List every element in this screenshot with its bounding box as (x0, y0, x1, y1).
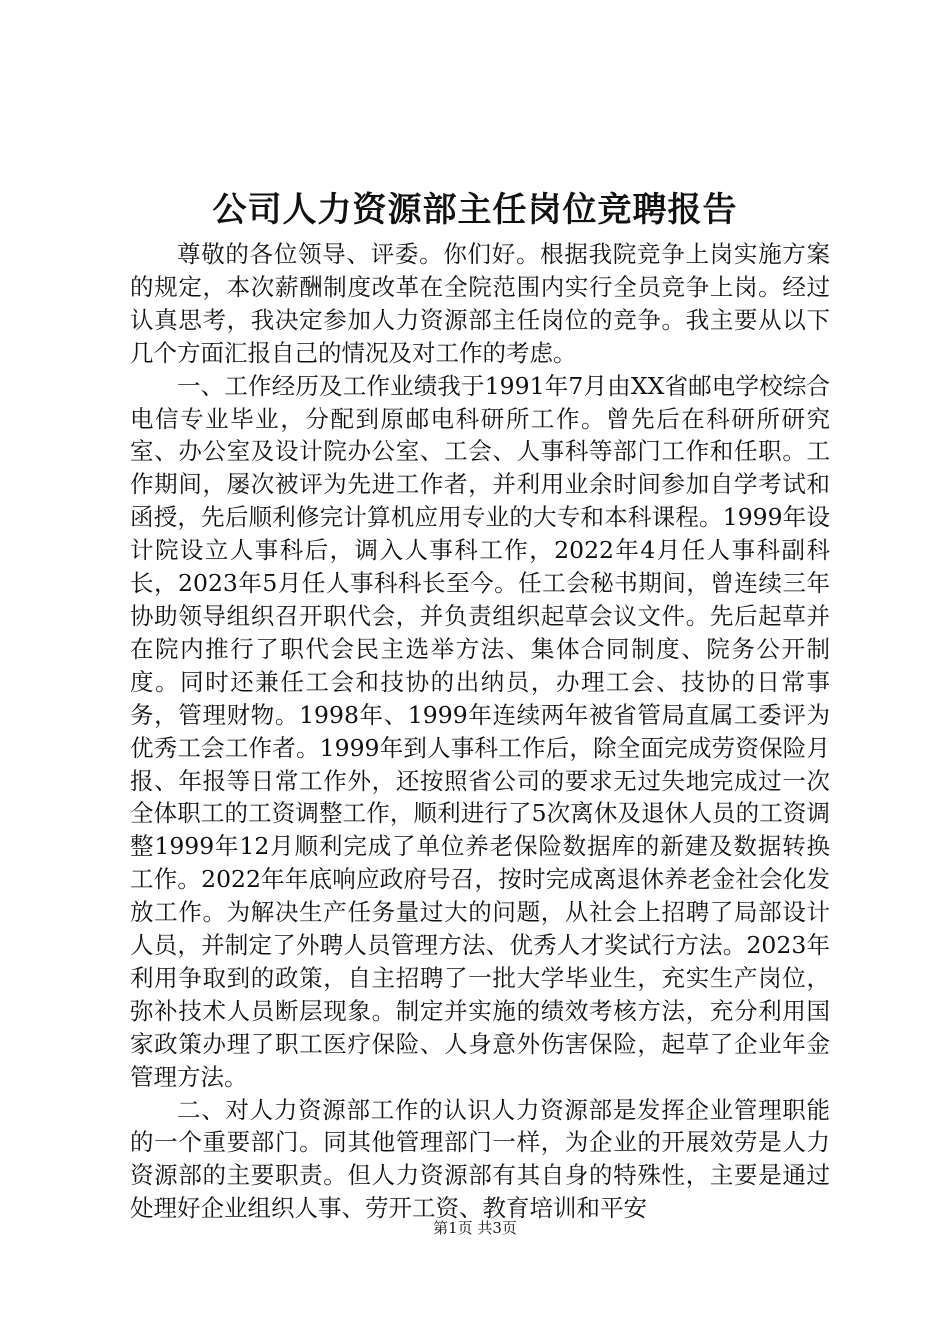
paragraph-greeting: 尊敬的各位领导、评委。你们好。根据我院竞争上岗实施方案的规定，本次薪酬制度改革在全院范围内实行全员竞争上岗。经过认真思考，我决定参加人力资源部主任岗位的竞争。我主要从以下几个方面汇报自己的情况及对工作的考虑。 (130, 240, 830, 367)
paragraph-hr-understanding: 二、对人力资源部工作的认识人力资源部是发挥企业管理职能的一个重要部门。同其他管理部门一样，为企业的开展效劳是人力资源部的主要职责。但人力资源部有其自身的特殊性，主要是通过处理好企业组织人事、劳开工资、教育培训和平安 (130, 1095, 830, 1223)
page-footer: 第1页 共3页 (433, 1219, 517, 1237)
paragraph-work-experience: 一、工作经历及工作业绩我于1991年7月由XX省邮电学校综合电信专业毕业，分配到原邮电科研所工作。曾先后在科研所研究室、办公室及设计院办公室、工会、人事科等部门工作和任职。工作期间，屡次被评为先进工作者，并利用业余时间参加自学考试和函授，先后顺利修完计算机应用专业的大专和本科课程。1999年设计院设立人事科后，调入人事科工作，2022年4月任人事科副科长，2023年5月任人事科科长至今。任工会秘书期间，曾连续三年协助领导组织召开职代会，并负责组织起草会议文件。先后起草并在院内推行了职代会民主选举方法、集体合同制度、院务公开制度。同时还兼任工会和技协的出纳员，办理工会、技协的日常事务，管理财物。1998年、1999年连续两年被省管局直属工委评为优秀工会工作者。1999年到人事科工作后，除全面完成劳资保险月报、年报等日常工作外，还按照省公司的要求无过失地完成过一次全体职工的工资调整工作，顺利进行了5次离休及退休人员的工资调整1999年12月顺利完成了单位养老保险数据库的新建及数据转换工作。2022年年底响应政府号召，按时完成离退休养老金社会化发放工作。为解决生产任务量过大的问题，从社会上招聘了局部设计人员，并制定了外聘人员管理方法、优秀人才奖试行方法。2023年利用争取到的政策，自主招聘了一批大学毕业生，充实生产岗位，弥补技术人员断层现象。制定并实施的绩效考核方法，充分利用国家政策办理了职工医疗保险、人身意外伤害保险，起草了企业年金管理方法。 (130, 371, 830, 1091)
document-title: 公司人力资源部主任岗位竞聘报告 (212, 190, 738, 230)
document-body (130, 238, 830, 1225)
